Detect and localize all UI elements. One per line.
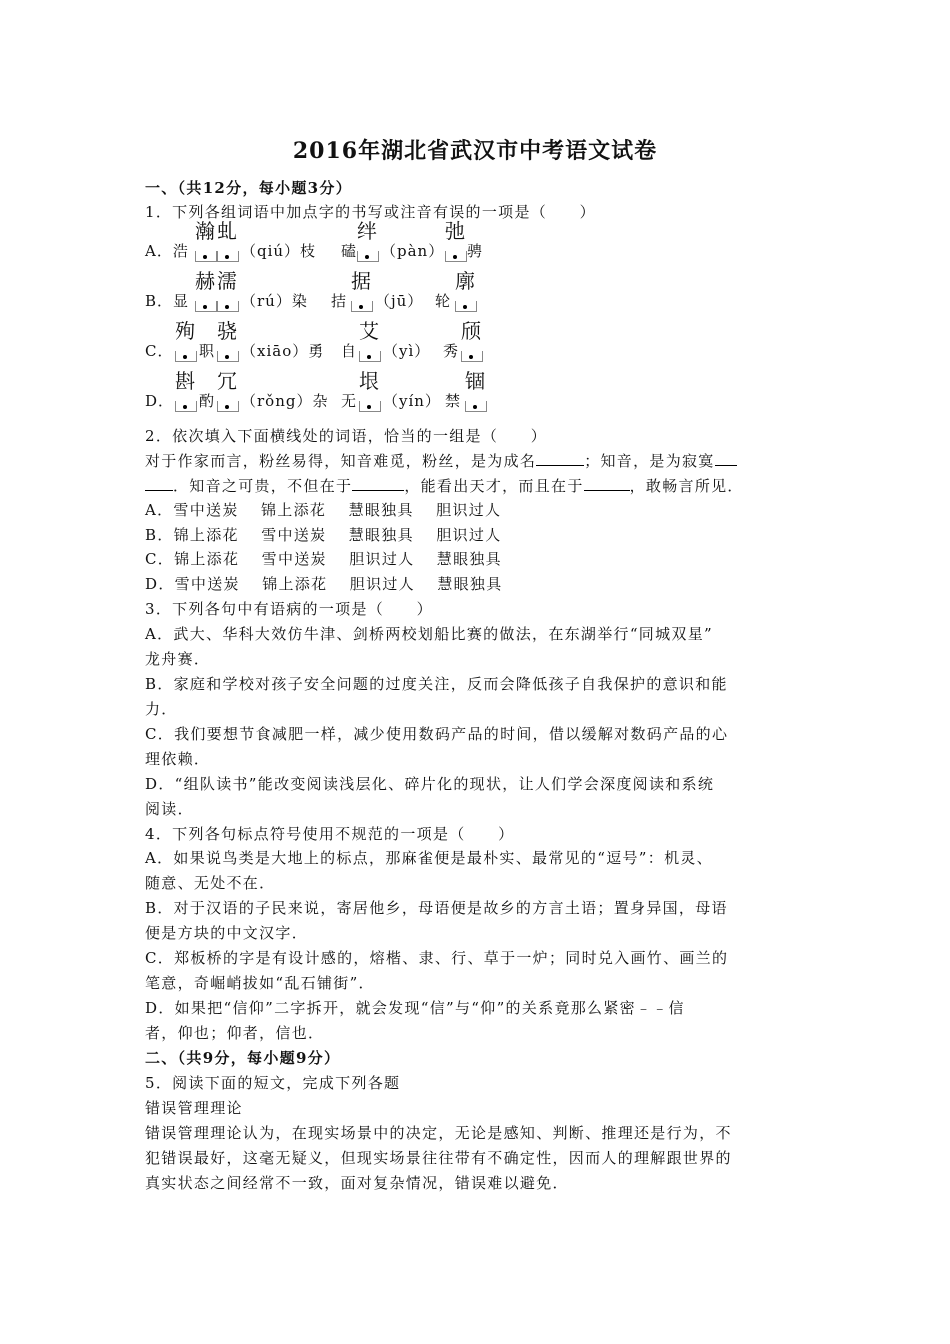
dotted-char: 虬	[217, 222, 239, 262]
word-text: 轮	[435, 292, 452, 310]
pinyin-text: （jū）	[375, 292, 424, 310]
dotted-char: 弛	[445, 222, 467, 262]
question-2-passage-line-2: ．知音之可贵，不但在于 ，能看出天才，而且在于 ，敢畅言所见．	[145, 474, 744, 498]
question-2-option-d: D．雪中送炭 锦上添花 胆识过人 慧眼独具	[145, 575, 503, 593]
word-text: 拮	[331, 292, 348, 310]
word-text: 禁	[445, 392, 462, 410]
pinyin-text: （yín）	[383, 392, 441, 410]
question-4-option-b-line-1: B．对于汉语的子民来说，寄居他乡，母语便是故乡的方言土语；置身异国，母语	[145, 899, 728, 917]
word-text: 职	[199, 342, 216, 360]
word-text: 秀	[443, 342, 460, 360]
article-title: 错误管理理论	[145, 1099, 243, 1117]
section-heading-2: 二、（共9分，每小题9分）	[145, 1049, 341, 1067]
dotted-char: 垠	[359, 372, 381, 412]
word-text: 酌	[199, 392, 216, 410]
question-5-stem: 5．阅读下面的短文，完成下列各题	[145, 1074, 401, 1092]
question-4-option-c-line-2: 笔意，奇崛峭拔如“乱石铺街”．	[145, 974, 375, 992]
dotted-char: 赫	[195, 272, 217, 312]
question-1-option-a	[145, 219, 845, 272]
question-1-option-c	[145, 319, 845, 372]
dotted-char: 据	[351, 272, 373, 312]
word-text: 磕	[341, 242, 358, 260]
dotted-char: 骁	[217, 322, 239, 362]
dotted-char: 绊	[357, 222, 379, 262]
question-3-option-c-line-2: 理依赖．	[145, 750, 211, 768]
page-title: 2016年湖北省武汉市中考语文试卷	[292, 138, 658, 164]
question-2-stem: 2．依次填入下面横线处的词语，恰当的一组是（ ）	[145, 427, 548, 445]
article-paragraph-line-3: 真实状态之间经常不一致，面对复杂情况，错误难以避免．	[145, 1174, 569, 1192]
question-3-option-a-line-1: A．武大、华科大效仿牛津、剑桥两校划船比赛的做法，在东湖举行“同城双星”	[145, 625, 713, 643]
question-1-option-d	[145, 369, 845, 422]
question-3-stem: 3．下列各句中有语病的一项是（ ）	[145, 600, 433, 618]
question-3-option-d-line-2: 阅读．	[145, 800, 194, 818]
question-4-option-d-line-2: 者，仰也；仰者，信也．	[145, 1024, 325, 1042]
question-3-option-b-line-2: 力．	[145, 700, 178, 718]
word-text: 骋	[467, 242, 484, 260]
option-label: D．	[145, 392, 175, 410]
question-4-option-d-line-1: D．如果把“信仰”二字拆开，就会发现“信”与“仰”的关系竟那么紧密﹣﹣信	[145, 999, 685, 1017]
dotted-char: 艾	[359, 322, 381, 362]
question-4-option-b-line-2: 便是方块的中文汉字．	[145, 924, 309, 942]
pinyin-text: （rú）染	[241, 292, 308, 310]
fill-blank	[145, 474, 173, 491]
question-3-option-a-line-2: 龙舟赛．	[145, 650, 211, 668]
question-2-option-a: A．雪中送炭 锦上添花 慧眼独具 胆识过人	[145, 501, 502, 519]
article-paragraph-line-1: 错误管理理论认为，在现实场景中的决定，无论是感知、判断、推理还是行为，不	[145, 1124, 732, 1142]
section-heading-1: 一、（共12分，每小题3分）	[145, 179, 353, 197]
fill-blank	[584, 474, 630, 491]
pinyin-text: （qiú）枝	[241, 242, 317, 260]
dotted-char: 殉	[175, 322, 197, 362]
word-text: 无	[341, 392, 358, 410]
dotted-char: 廓	[455, 272, 477, 312]
dotted-char: 锢	[465, 372, 487, 412]
fill-blank	[352, 474, 404, 491]
option-label: C．	[145, 342, 174, 360]
dotted-char: 颀	[461, 322, 483, 362]
pinyin-text: （xiāo）勇	[241, 342, 325, 360]
question-4-option-a-line-2: 随意、无处不在．	[145, 874, 276, 892]
option-label: B．显	[145, 292, 190, 310]
question-2-passage-line-1: 对于作家而言，粉丝易得，知音难觅，粉丝，是为成名 ；知音，是为寂寞	[145, 449, 737, 473]
question-4-stem: 4．下列各句标点符号使用不规范的一项是（ ）	[145, 825, 515, 843]
dotted-char: 濡	[217, 272, 239, 312]
fill-blank	[536, 449, 584, 466]
question-2-option-c: C．锦上添花 雪中送炭 胆识过人 慧眼独具	[145, 550, 502, 568]
question-1-option-b	[145, 269, 845, 322]
word-text: 自	[341, 342, 358, 360]
option-label: A．浩	[145, 242, 189, 260]
dotted-char: 斟	[175, 372, 197, 412]
pinyin-text: （yì）	[383, 342, 431, 360]
question-4-option-c-line-1: C．郑板桥的字是有设计感的，熔楷、隶、行、草于一炉；同时兑入画竹、画兰的	[145, 949, 729, 967]
question-2-option-b: B．锦上添花 雪中送炭 慧眼独具 胆识过人	[145, 526, 502, 544]
article-paragraph-line-2: 犯错误最好，这毫无疑义，但现实场景往往带有不确定性，因而人的理解跟世界的	[145, 1149, 732, 1167]
question-3-option-c-line-1: C．我们要想节食减肥一样，减少使用数码产品的时间，借以缓解对数码产品的心	[145, 725, 729, 743]
question-4-option-a-line-1: A．如果说鸟类是大地上的标点，那麻雀便是最朴实、最常见的“逗号”：机灵、	[145, 849, 713, 867]
question-3-option-d-line-1: D．“组队读书”能改变阅读浅层化、碎片化的现状，让人们学会深度阅读和系统	[145, 775, 715, 793]
fill-blank	[715, 449, 737, 466]
dotted-char: 瀚	[195, 222, 217, 262]
pinyin-text: （rǒng）杂	[241, 392, 329, 410]
question-1-stem: 1．下列各组词语中加点字的书写或注音有误的一项是（ ）	[145, 203, 596, 221]
pinyin-text: （pàn）	[381, 242, 445, 260]
question-3-option-b-line-1: B．家庭和学校对孩子安全问题的过度关注，反而会降低孩子自我保护的意识和能	[145, 675, 728, 693]
dotted-char: 冗	[217, 372, 239, 412]
